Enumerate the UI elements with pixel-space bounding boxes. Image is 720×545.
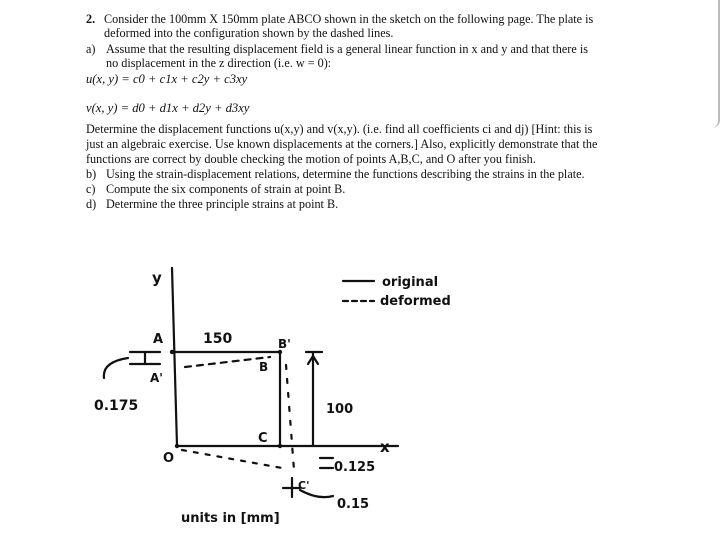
determine-line-2: just an algebraic exercise. Use known displacements at the corners.] Also, explicitly demonstrate that the bbox=[86, 137, 598, 151]
problem-number: 2. bbox=[86, 12, 96, 26]
y-axis-line bbox=[172, 268, 177, 446]
y-axis-label: y bbox=[152, 269, 162, 287]
part-c: c) Compute the six components of strain at point B. bbox=[86, 182, 346, 196]
legend-original-label: original bbox=[382, 275, 439, 290]
point-O-dot bbox=[175, 444, 179, 448]
point-C-dot bbox=[278, 444, 282, 448]
determine-line-1: Determine the displacement functions u(x,y) and v(x,y). (i.e. find all coefficients ci and dj) [Hint: this is bbox=[86, 122, 593, 136]
height-dimension-label: 100 bbox=[326, 402, 354, 417]
scrollbar-indicator[interactable] bbox=[710, 0, 720, 128]
disp-A-label: 0.175 bbox=[94, 398, 139, 414]
part-a-line-2: no displacement in the z direction (i.e. w = 0): bbox=[106, 56, 332, 70]
problem-intro-line-2: deformed into the configuration shown by the dashed lines. bbox=[104, 26, 394, 40]
disp-C-y-label: 0.125 bbox=[334, 460, 376, 475]
legend-deformed-label: deformed bbox=[380, 294, 451, 309]
units-label: units in [mm] bbox=[181, 511, 280, 526]
point-O-label: O bbox=[163, 451, 175, 466]
point-A-label: A bbox=[153, 332, 164, 347]
deformed-top-edge bbox=[185, 357, 270, 367]
deformed-bottom-edge bbox=[182, 450, 282, 468]
problem-intro-line-1: 2. Consider the 100mm X 150mm plate ABCO shown in the sketch on the following page. The plate is bbox=[86, 12, 594, 26]
point-A-prime-label: A' bbox=[150, 371, 163, 385]
point-B-prime-label: B' bbox=[278, 337, 291, 351]
disp-A-leader bbox=[104, 358, 128, 378]
disp-C-x-label: 0.15 bbox=[337, 497, 370, 512]
width-dimension-label: 150 bbox=[203, 331, 233, 347]
part-d: d) Determine the three principle strains at point B. bbox=[86, 197, 339, 211]
point-C-label: C bbox=[258, 431, 268, 446]
point-C-prime-label: C' bbox=[298, 479, 310, 492]
point-B-label: B bbox=[259, 360, 269, 374]
point-A-dot bbox=[170, 350, 174, 354]
determine-line-3: functions are correct by double checking the motion of points A,B,C, and O after you finish. bbox=[86, 152, 536, 166]
part-a-line-1: a) Assume that the resulting displacement field is a general linear function in x and y and that there is bbox=[86, 42, 588, 56]
equation-u: u(x, y) = c0 + c1x + c2y + c3xy bbox=[86, 72, 248, 86]
x-axis-label: x bbox=[380, 438, 390, 456]
equation-v: v(x, y) = d0 + d1x + d2y + d3xy bbox=[86, 101, 250, 115]
part-b: b) Using the strain-displacement relations, determine the functions describing the strains in the plate. bbox=[86, 167, 585, 181]
deformed-right-edge bbox=[286, 365, 294, 470]
